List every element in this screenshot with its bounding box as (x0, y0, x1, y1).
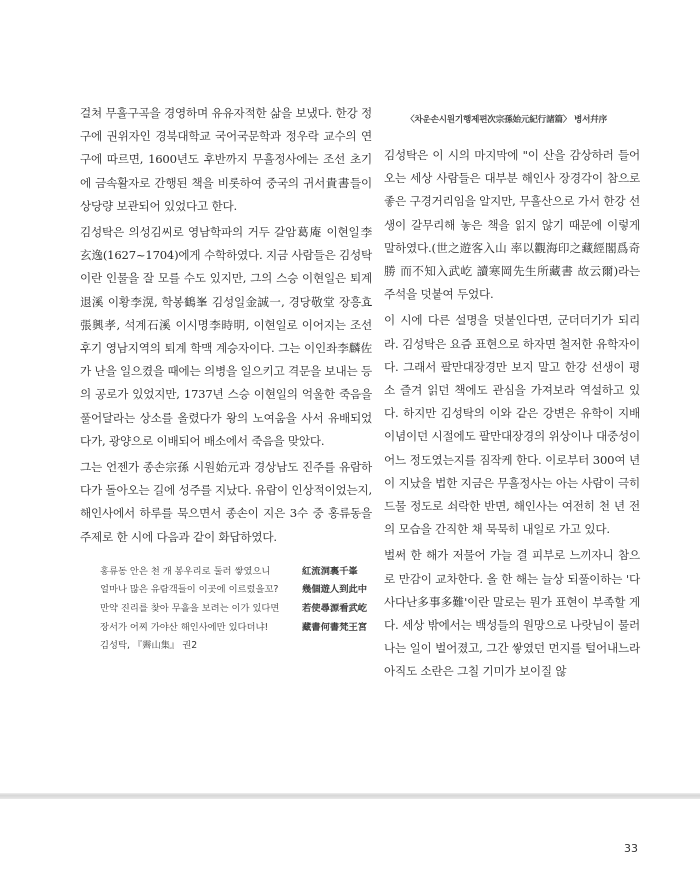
body-paragraph: 김성탁은 이 시의 마지막에 "이 산을 감상하러 들어오는 세상 사람들은 대부분 해인사 장경각이 참으로 좋은 구경거리임을 알지만, 무흘산으로 가서 한강 선생이 갈무리해 놓은 책을 읽지 않기 때문에 이렇게 말하였다.(世之遊客入山 率以觀海印之藏經閣爲奇勝 而不知入武屹 讀寒岡先生所藏書 故云爾)라는 주석을 덧붙여 두었다. (384, 148, 640, 302)
poem-line: 만약 진리를 찾아 무흘을 보려는 이가 있다면 (100, 603, 280, 615)
poem-block (80, 563, 372, 656)
right-column (384, 112, 640, 684)
poem-line: 홍류동 안은 천 개 봉우리로 둘러 쌓였으니 (100, 565, 271, 577)
body-paragraph: 걸쳐 무흘구곡을 경영하며 유유자적한 삶을 보냈다. 한강 정구에 권위자인 경북대학교 국어국문학과 정우락 교수의 연구에 따르면, 1600년도 후반까지 무흘정사에는 조선 초기에 금속활자로 간행된 책을 비롯하여 중국의 귀서貴書들이 상당량 보관되어 있었다고 한다. (80, 106, 372, 213)
poem-hanja-line: 若使尋源看武屹 (302, 603, 368, 615)
poem-hanja-line: 幾個遊人到此中 (302, 584, 368, 596)
poem-korean-translation (100, 563, 292, 656)
poem-caption: 〈차운손시원기행제편次宗孫始元紀行諸篇〉 병서幷序 (406, 115, 608, 125)
poem-hanja-original (302, 563, 367, 656)
decorative-brush-divider (0, 793, 700, 799)
body-paragraph: 김성탁은 의성김씨로 영남학파의 거두 갈암葛庵 이현일李玄逸(1627~1704)에게 수학하였다. 지금 사람들은 김성탁이란 인물을 잘 모를 수도 있지만, 그의 스승 이현일은 퇴계退溪 이황李滉, 학봉鶴峯 김성일金誠一, 경당敬堂 장흥효張興孝, 석계石溪 이시명李時明, 이현일로 이어지는 조선 후기 영남지역의 퇴계 학맥 계승자이다. 그는 이인좌李麟佐가 난을 일으켰을 때에는 의병을 일으키고 격문을 보내는 등의 공로가 있었지만, 1737년 스승 이현일의 억울한 죽음을 풀어달라는 상소를 올렸다가 왕의 노여움을 사서 유배되었다가, 광양으로 이배되어 배소에서 죽음을 맞았다. (80, 225, 372, 448)
body-paragraph: 이 시에 다른 설명을 덧붙인다면, 군더더기가 되리라. 김성탁은 요즘 표현으로 하자면 철저한 유학자이다. 그래서 팔만대장경만 보지 말고 한강 선생이 평소 즐겨 읽던 책에도 관심을 가져보라 역설하고 있다. 하지만 김성탁의 이와 같은 강변은 유학이 지배이념이던 시절에도 팔만대장경의 위상이나 대중성이 어느 정도였는지를 짐작케 한다. 이로부터 300여 년이 지났을 법한 지금은 무흘정사는 아는 사람이 극히 드물 정도로 쇠락한 반면, 해인사는 여전히 천 년 전의 모습을 간직한 채 묵묵히 내일로 가고 있다. (384, 313, 640, 537)
poem-line: 얼마나 많은 유람객들이 이곳에 이르렀을꼬? (100, 584, 279, 596)
page-number: 33 (624, 842, 638, 855)
poem-hanja-line: 紅流洞裏千峯 (302, 565, 358, 577)
body-paragraph: 그는 언젠가 종손宗孫 시원始元과 경상남도 진주를 유람하다가 돌아오는 길에 성주를 지났다. 유람이 인상적이었는지, 해인사에서 하루를 묵으면서 종손이 지은 3수 중 홍류동을 주제로 한 시에 다음과 같이 화답하였다. (80, 460, 372, 544)
body-paragraph: 벌써 한 해가 저물어 가늘 결 피부로 느끼자니 참으로 만감이 교차한다. 올 한 해는 늘상 되풀이하는 '다사다난多事多難'이란 말로는 뭔가 표현이 부족할 게다. 세상 밖에서는 백성들의 원망으로 나랏님이 물러나는 일이 벌어졌고, 그간 쌓였던 먼지를 털어내느라 아직도 소란은 그칠 기미가 보이질 않 (384, 548, 640, 679)
poem-source: 김성탁, 『霽山集』 권2 (100, 640, 198, 652)
left-column (80, 102, 372, 656)
poem-line: 장서가 어찌 가야산 해인사에만 있다더냐! (100, 621, 269, 633)
poem-hanja-line: 藏書何書梵王宮 (302, 621, 368, 633)
